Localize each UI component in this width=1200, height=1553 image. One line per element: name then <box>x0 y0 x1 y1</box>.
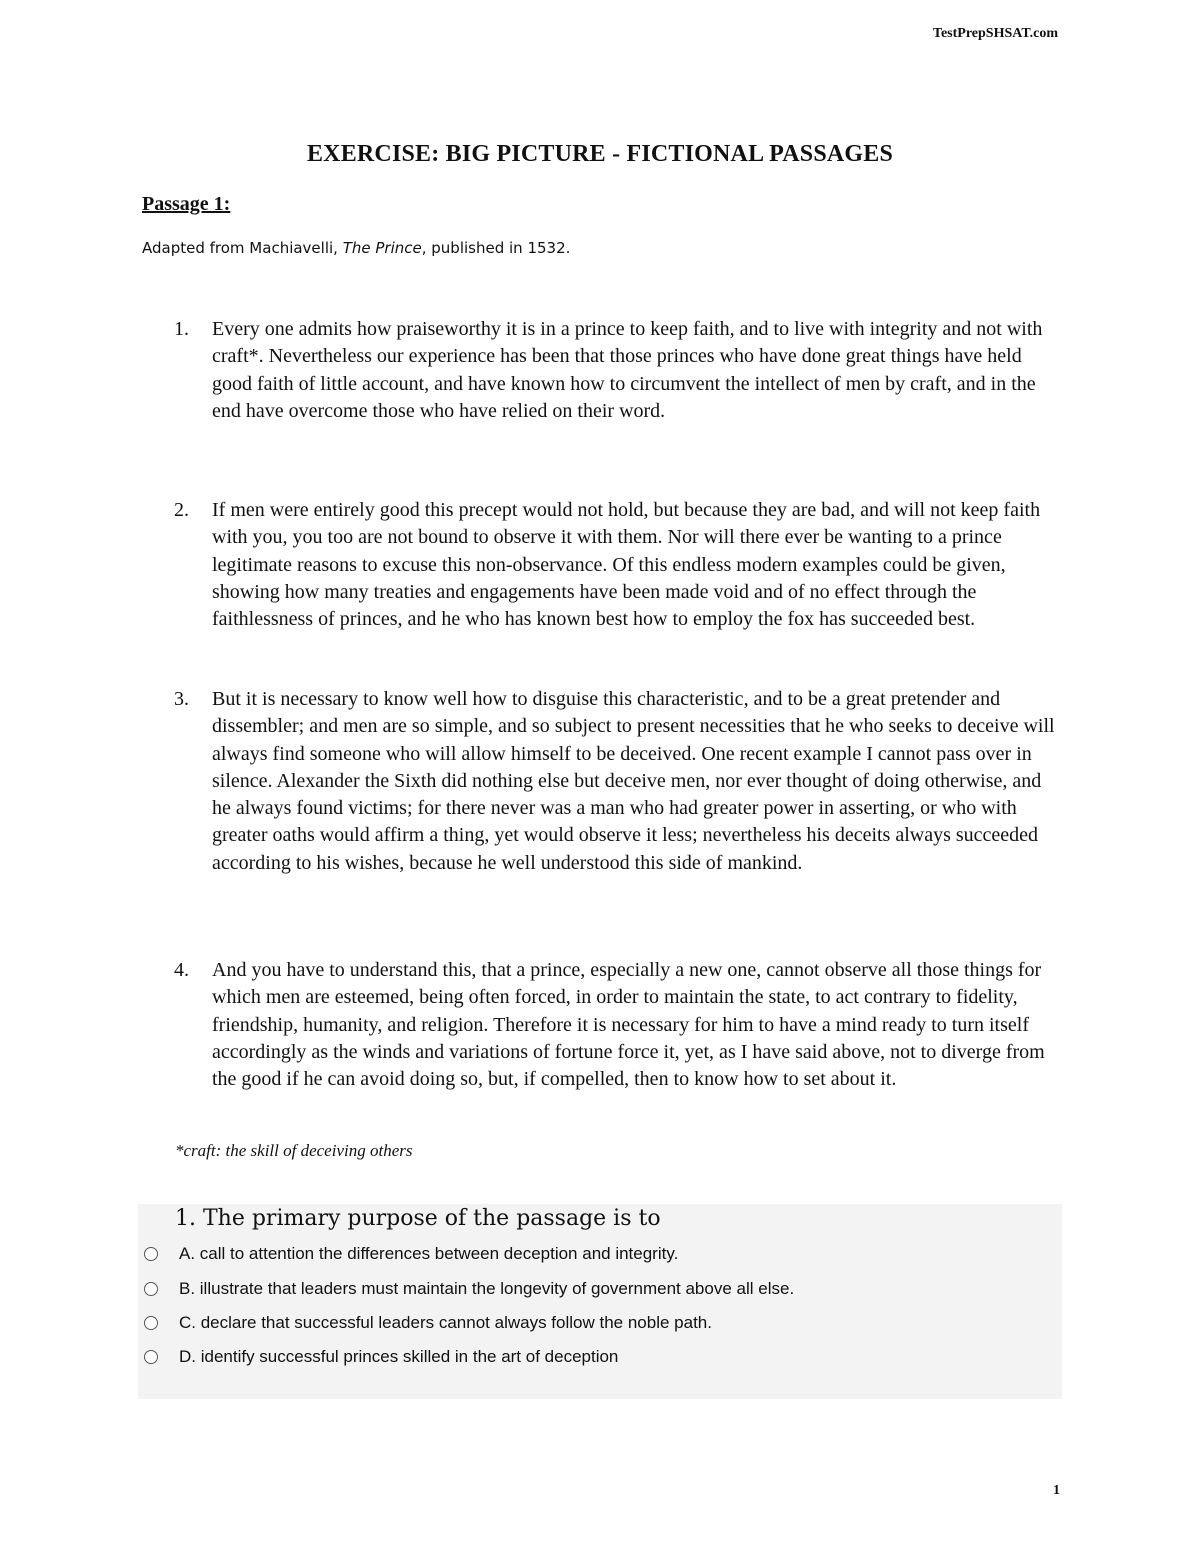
passage-source <box>142 239 570 257</box>
answer-option-label: A. call to attention the differences between deception and integrity. <box>179 1244 679 1263</box>
paragraph-number: 3. <box>174 688 189 710</box>
passage-paragraph <box>174 316 1064 425</box>
question-panel <box>138 1204 1062 1399</box>
paragraph-number: 4. <box>174 959 189 981</box>
radio-button-icon[interactable] <box>144 1282 158 1296</box>
paragraph-number: 2. <box>174 499 189 521</box>
paragraph-text: Every one admits how praiseworthy it is in a prince to keep faith, and to live with integrity and not with craft*. Nevertheless our experience has been that those princes who have done great things have held good faith of little account, and have known how to circumvent the intellect of men by craft, and in the end have overcome those who have relied on their word. <box>212 318 1043 422</box>
passage-label: Passage 1: <box>142 193 231 215</box>
answer-option-c[interactable] <box>144 1312 712 1334</box>
source-suffix: , published in 1532. <box>421 239 571 257</box>
answer-option-label: C. declare that successful leaders cannot always follow the noble path. <box>179 1313 712 1332</box>
paragraph-number: 1. <box>174 318 189 340</box>
radio-button-icon[interactable] <box>144 1350 158 1364</box>
source-prefix: Adapted from Machiavelli, <box>142 239 343 257</box>
source-work: The Prince <box>342 239 422 257</box>
answer-option-label: D. identify successful princes skilled in the art of deception <box>179 1347 619 1366</box>
paragraph-text: But it is necessary to know well how to disguise this characteristic, and to be a great pretender and dissembler; and men are so simple, and so subject to present necessities that he who seeks to deceive will always find someone who will allow himself to be deceived. One recent example I cannot pass over in silence. Alexander the Sixth did nothing else but deceive men, nor ever thought of doing otherwise, and he always found victims; for there never was a man who had greater power in asserting, or who with greater oaths would affirm a thing, yet would observe it less; nevertheless his deceits always succeeded according to his wishes, because he well understood this side of mankind. <box>212 688 1055 874</box>
question-prompt: 1. The primary purpose of the passage is to <box>175 1206 661 1231</box>
page-title: EXERCISE: BIG PICTURE - FICTIONAL PASSAGES <box>306 141 894 167</box>
passage-paragraph <box>174 686 1064 877</box>
passage-paragraph <box>174 957 1064 1093</box>
passage-paragraph <box>174 497 1064 633</box>
site-name: TestPrepSHSAT.com <box>932 26 1058 41</box>
footnote: *craft: the skill of deceiving others <box>175 1141 413 1160</box>
page-number: 1 <box>1053 1483 1060 1498</box>
answer-option-d[interactable] <box>144 1346 618 1368</box>
radio-button-icon[interactable] <box>144 1316 158 1330</box>
answer-option-label: B. illustrate that leaders must maintain the longevity of government above all else. <box>179 1279 795 1298</box>
paragraph-text: And you have to understand this, that a prince, especially a new one, cannot observe all those things for which men are esteemed, being often forced, in order to maintain the state, to act contrary to fidelity, friendship, humanity, and religion. Therefore it is necessary for him to have a mind ready to turn itself accordingly as the winds and variations of fortune force it, yet, as I have said above, not to diverge from the good if he can avoid doing so, but, if compelled, then to know how to set about it. <box>212 959 1045 1091</box>
paragraph-text: If men were entirely good this precept would not hold, but because they are bad, and will not keep faith with you, you too are not bound to observe it with them. Nor will there ever be wanting to a prince legitimate reasons to excuse this non-observance. Of this endless modern examples could be given, showing how many treaties and engagements have been made void and of no effect through the faithlessness of princes, and he who has known best how to employ the fox has succeeded best. <box>212 499 1041 631</box>
answer-option-a[interactable] <box>144 1243 678 1265</box>
radio-button-icon[interactable] <box>144 1247 158 1261</box>
answer-option-b[interactable] <box>144 1278 794 1300</box>
